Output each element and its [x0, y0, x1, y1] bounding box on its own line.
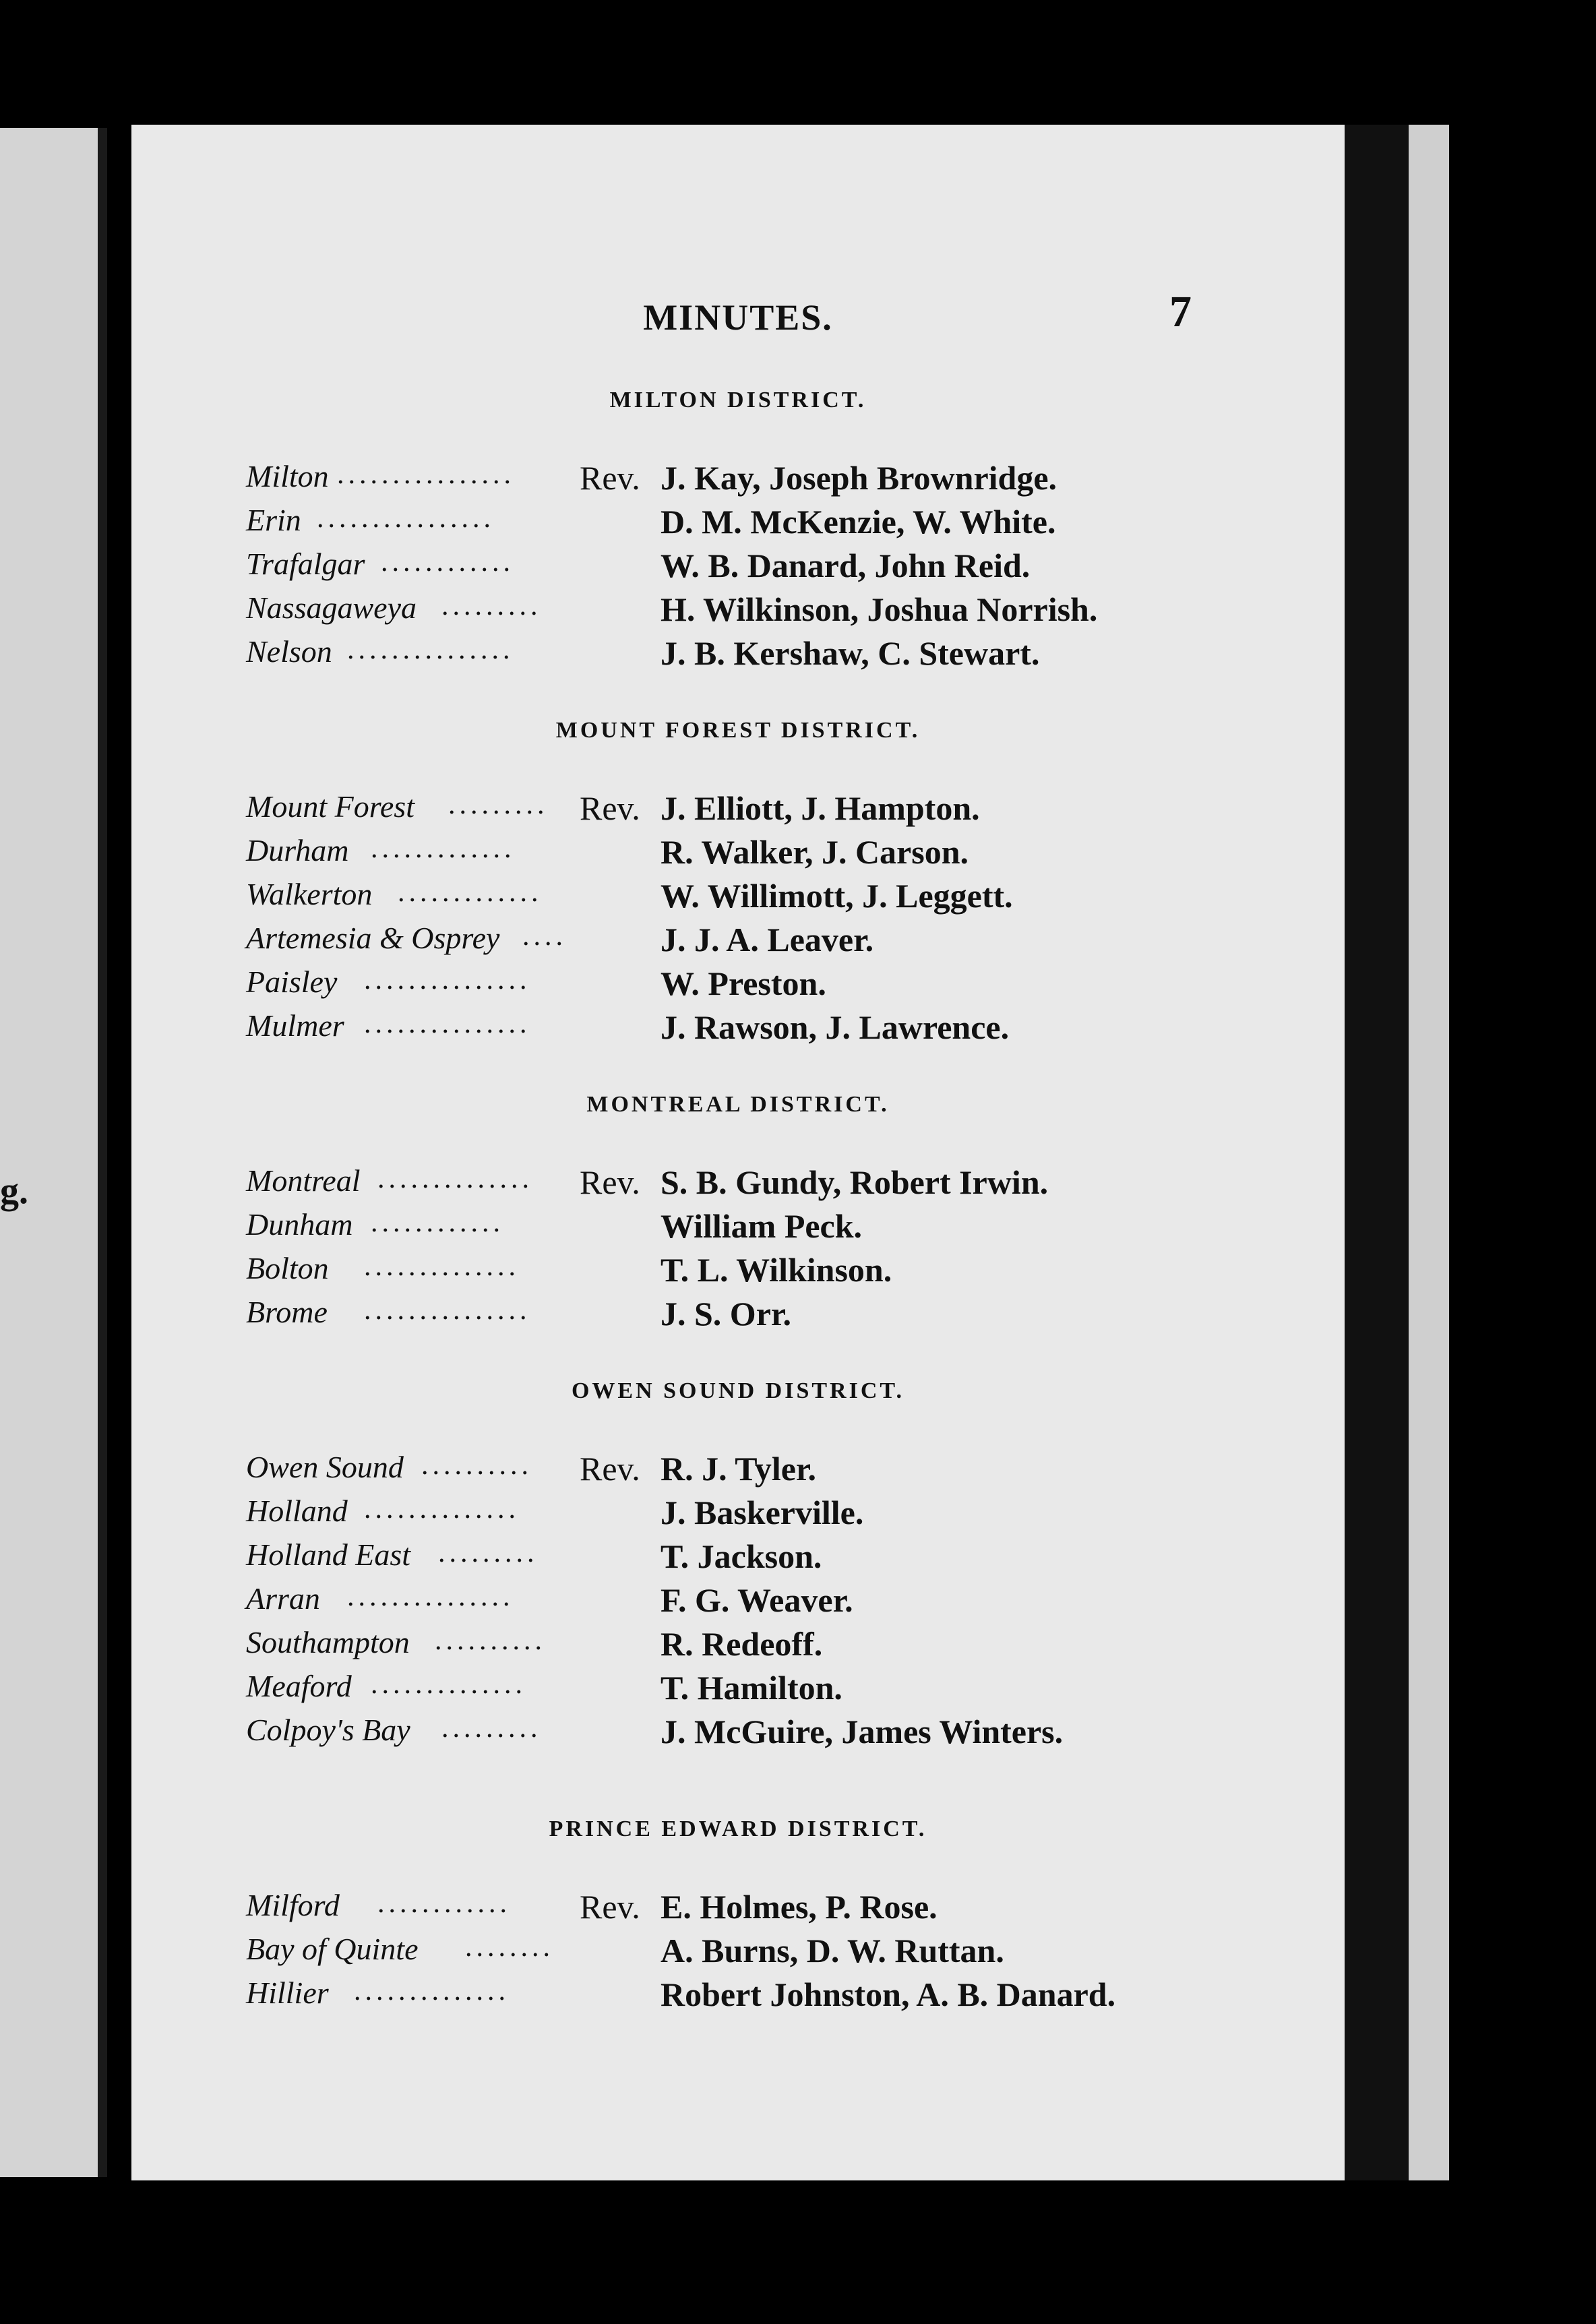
district-title: MOUNT FOREST DISTRICT.	[555, 718, 921, 743]
list-item	[131, 1887, 1345, 1929]
circuit-name: Southampton	[246, 1625, 410, 1659]
ministers: A. Burns, D. W. Ruttan.	[661, 1932, 1004, 1969]
list-item	[131, 590, 1345, 632]
ministers: W. B. Danard, John Reid.	[661, 547, 1031, 584]
district-title: MILTON DISTRICT.	[609, 388, 867, 412]
dot-leader: ............	[381, 547, 514, 578]
circuit-name: Holland	[246, 1494, 348, 1528]
dot-leader: ............	[371, 1207, 504, 1238]
dot-leader: ..........	[421, 1450, 532, 1481]
rev-label: Rev.	[580, 1450, 640, 1488]
ministers: J. Kay, Joseph Brownridge.	[661, 459, 1057, 497]
circuit-name: Trafalgar	[246, 547, 365, 581]
district-title: PRINCE EDWARD DISTRICT.	[549, 1816, 927, 1841]
list-item	[131, 832, 1345, 874]
circuit-name: Owen Sound	[246, 1450, 404, 1484]
dot-leader: ..............	[364, 1494, 520, 1525]
circuit-name: Paisley	[246, 965, 338, 999]
dot-leader: .........	[438, 1537, 539, 1568]
left-page-text-fragment: g.	[0, 1170, 28, 1212]
ministers: W. Willimott, J. Leggett.	[661, 877, 1013, 915]
rev-label: Rev.	[580, 1163, 640, 1201]
ministers: William Peck.	[661, 1207, 863, 1245]
list-item	[131, 920, 1345, 962]
circuit-name: Walkerton	[246, 877, 373, 911]
dot-leader: ...............	[364, 965, 531, 996]
ministers: J. S. Orr.	[661, 1295, 791, 1333]
circuit-name: Nelson	[246, 634, 332, 669]
dot-leader: ...............	[364, 1008, 531, 1039]
dot-leader: ........	[465, 1932, 554, 1963]
circuit-name: Holland East	[246, 1537, 411, 1572]
circuit-name: Colpoy's Bay	[246, 1713, 410, 1747]
dot-leader: ................	[337, 459, 515, 490]
dot-leader: ...............	[347, 1581, 514, 1612]
dot-leader: .........	[441, 590, 542, 621]
circuit-name: Arran	[246, 1581, 320, 1616]
circuit-name: Erin	[246, 503, 301, 537]
list-item	[131, 964, 1345, 1006]
list-item	[131, 634, 1345, 675]
ministers: J. Baskerville.	[661, 1494, 864, 1531]
dot-leader: ...............	[364, 1295, 531, 1326]
dot-leader: .............	[398, 877, 543, 908]
ministers: J. B. Kershaw, C. Stewart.	[661, 634, 1040, 672]
list-item	[131, 789, 1345, 830]
circuit-name: Milton	[246, 459, 329, 493]
dot-leader: ..............	[371, 1669, 526, 1700]
ministers: H. Wilkinson, Joshua Norrish.	[661, 590, 1098, 628]
circuit-name: Milford	[246, 1888, 340, 1922]
district-title: OWEN SOUND DISTRICT.	[571, 1378, 905, 1403]
ministers: S. B. Gundy, Robert Irwin.	[661, 1163, 1049, 1201]
running-title: MINUTES.	[643, 297, 833, 338]
ministers: J. Rawson, J. Lawrence.	[661, 1008, 1010, 1046]
list-item	[131, 1624, 1345, 1666]
list-item	[131, 502, 1345, 544]
list-item	[131, 546, 1345, 588]
rev-label: Rev.	[580, 459, 640, 497]
list-item	[131, 1493, 1345, 1535]
circuit-name: Nassagaweya	[246, 590, 417, 625]
circuit-name: Mulmer	[246, 1008, 344, 1043]
page-number: 7	[1169, 287, 1192, 336]
ministers: D. M. McKenzie, W. White.	[661, 503, 1056, 541]
circuit-name: Durham	[246, 833, 349, 867]
list-item	[131, 458, 1345, 500]
ministers: F. G. Weaver.	[661, 1581, 853, 1619]
dot-leader: ....	[522, 921, 567, 952]
ministers: T. Hamilton.	[661, 1669, 842, 1707]
left-page-edge	[0, 128, 107, 2177]
ministers: R. Redeoff.	[661, 1625, 823, 1663]
dot-leader: ..............	[364, 1251, 520, 1282]
dot-leader: ............	[377, 1888, 511, 1919]
dot-leader: ................	[317, 503, 495, 534]
ministers: W. Preston.	[661, 965, 826, 1002]
circuit-name: Bay of Quinte	[246, 1932, 419, 1966]
list-item	[131, 1250, 1345, 1292]
circuit-name: Dunham	[246, 1207, 353, 1242]
ministers: T. L. Wilkinson.	[661, 1251, 892, 1289]
rev-label: Rev.	[580, 789, 640, 827]
dot-leader: .............	[371, 833, 516, 864]
list-item	[131, 1294, 1345, 1336]
list-item	[131, 1931, 1345, 1973]
rev-label: Rev.	[580, 1888, 640, 1926]
page-edge	[1409, 125, 1449, 2180]
ministers: R. J. Tyler.	[661, 1450, 817, 1488]
circuit-name: Bolton	[246, 1251, 329, 1285]
dot-leader: .........	[448, 789, 549, 820]
list-item	[131, 1537, 1345, 1579]
circuit-name: Artemesia & Osprey	[246, 921, 500, 955]
list-item	[131, 1712, 1345, 1754]
ministers: J. Elliott, J. Hampton.	[661, 789, 980, 827]
circuit-name: Hillier	[246, 1976, 329, 2010]
list-item	[131, 1975, 1345, 2017]
list-item	[131, 1581, 1345, 1622]
ministers: J. J. A. Leaver.	[661, 921, 874, 958]
ministers: Robert Johnston, A. B. Danard.	[661, 1976, 1116, 2013]
dot-leader: .........	[441, 1713, 542, 1744]
dot-leader: ...............	[347, 634, 514, 665]
list-item	[131, 1449, 1345, 1491]
list-item	[131, 1206, 1345, 1248]
ministers: J. McGuire, James Winters.	[661, 1713, 1064, 1750]
circuit-name: Montreal	[246, 1163, 361, 1198]
circuit-name: Mount Forest	[246, 789, 415, 824]
dot-leader: ..........	[435, 1625, 546, 1656]
list-item	[131, 876, 1345, 918]
ministers: T. Jackson.	[661, 1537, 822, 1575]
ministers: R. Walker, J. Carson.	[661, 833, 969, 871]
page	[131, 125, 1345, 2180]
dot-leader: ..............	[377, 1163, 533, 1194]
circuit-name: Meaford	[246, 1669, 352, 1703]
list-item	[131, 1668, 1345, 1710]
circuit-name: Brome	[246, 1295, 328, 1329]
district-title: MONTREAL DISTRICT.	[586, 1092, 890, 1117]
dot-leader: ..............	[354, 1976, 510, 2007]
page-gutter	[1345, 125, 1409, 2180]
ministers: E. Holmes, P. Rose.	[661, 1888, 938, 1926]
list-item	[131, 1163, 1345, 1204]
list-item	[131, 1008, 1345, 1049]
